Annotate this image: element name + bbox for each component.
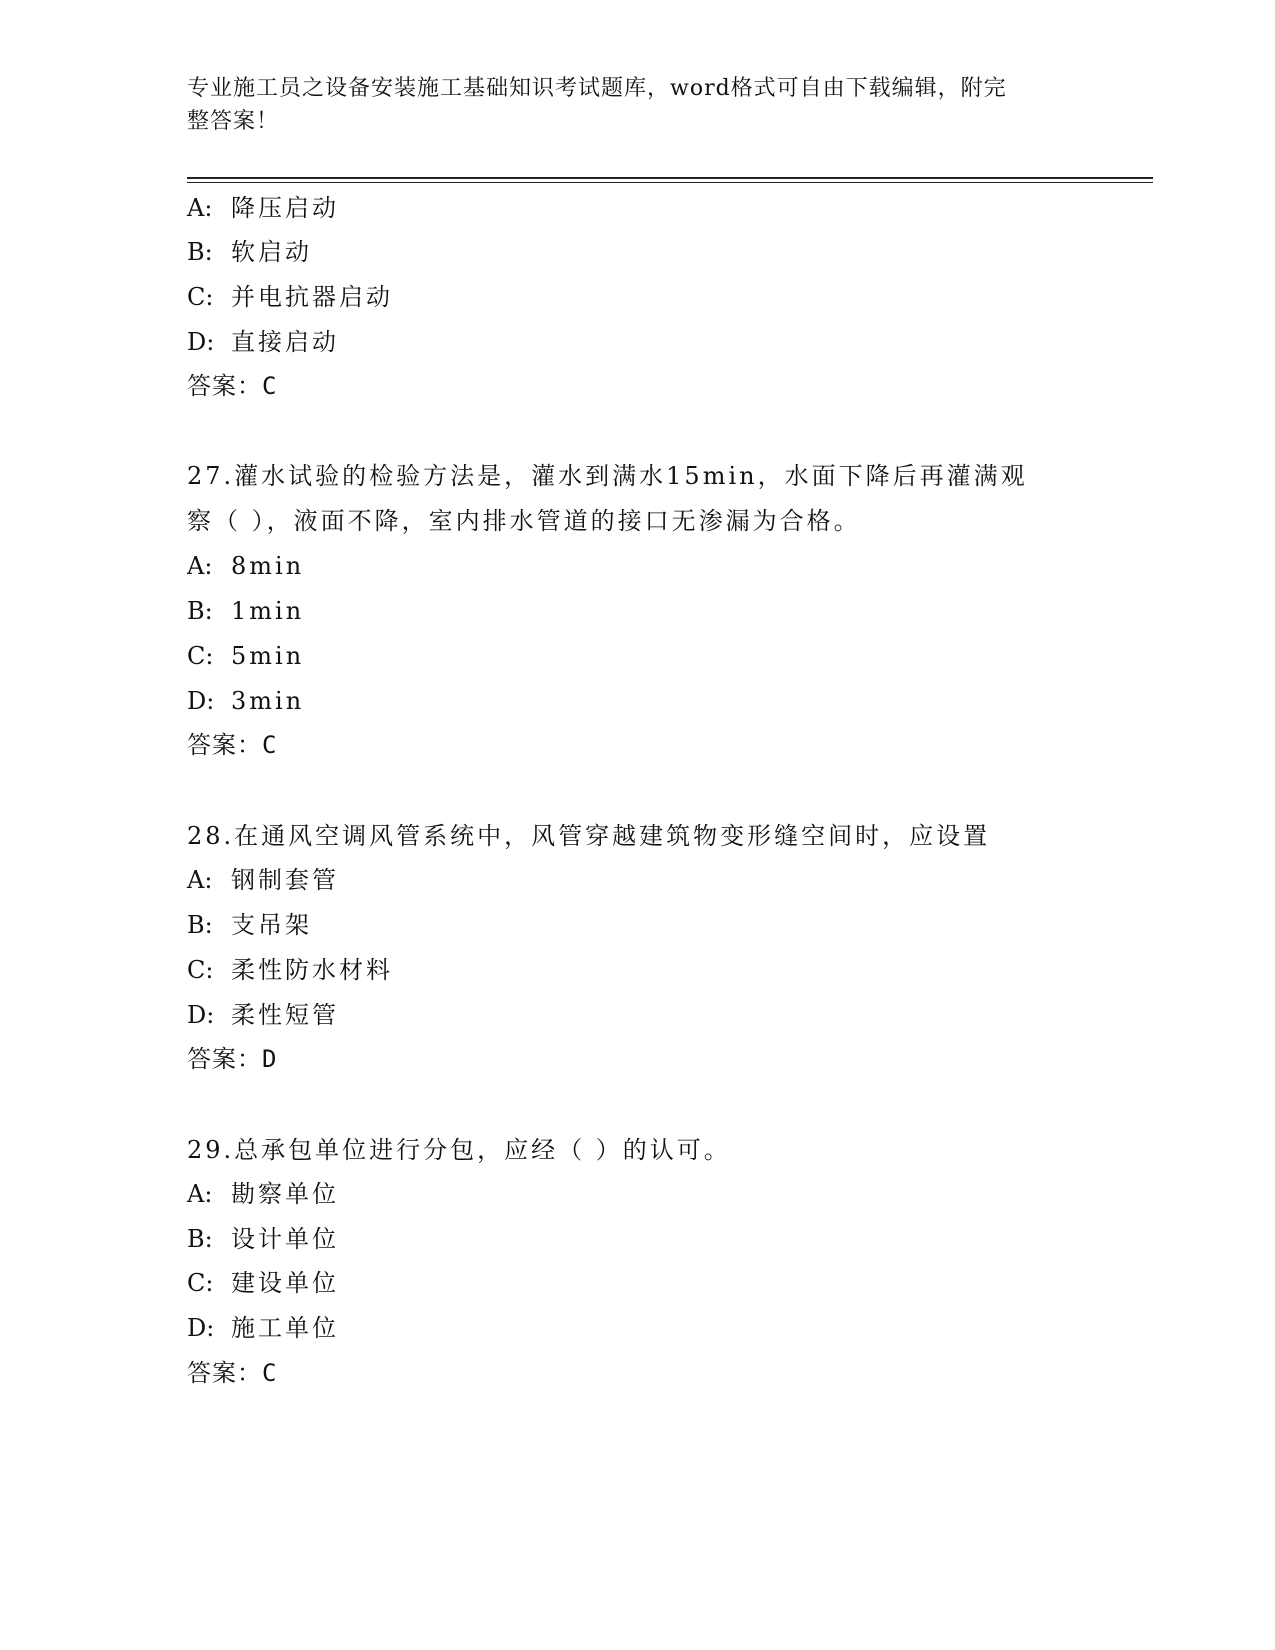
option-text: 8min <box>231 552 305 580</box>
q28-option-c <box>187 954 393 986</box>
option-letter: B: <box>187 597 213 625</box>
q26-option-c <box>187 281 393 313</box>
option-letter: A: <box>187 552 213 580</box>
option-letter: D: <box>187 1314 215 1342</box>
option-text: 3min <box>231 687 305 715</box>
q26-option-d <box>187 326 339 358</box>
option-letter: B: <box>187 238 213 266</box>
q29-option-b <box>187 1223 339 1255</box>
q27-answer <box>187 729 277 761</box>
q29-text-line-1: 29.总承包单位进行分包，应经（ ）的认可。 <box>187 1136 731 1164</box>
answer-label: 答案： <box>187 1359 262 1387</box>
q27-text-line-1: 27.灌水试验的检验方法是，灌水到满水15min，水面下降后再灌满观 <box>187 462 1028 490</box>
q28-text-line-1: 28.在通风空调风管系统中，风管穿越建筑物变形缝空间时，应设置 <box>187 822 991 850</box>
header-line-1: 专业施工员之设备安装施工基础知识考试题库，word格式可自由下载编辑，附完 <box>187 76 1007 101</box>
option-text: 钢制套管 <box>231 866 339 894</box>
answer-label: 答案： <box>187 731 262 759</box>
option-text: 柔性短管 <box>231 1001 339 1029</box>
option-text: 设计单位 <box>231 1225 339 1253</box>
document-header <box>187 72 1067 138</box>
option-text: 软启动 <box>231 238 312 266</box>
option-letter: C: <box>187 642 214 670</box>
option-letter: A: <box>187 866 213 894</box>
option-text: 并电抗器启动 <box>231 283 393 311</box>
option-text: 直接启动 <box>231 328 339 356</box>
option-letter: D: <box>187 1001 215 1029</box>
answer-value: C <box>262 372 278 400</box>
option-letter: A: <box>187 194 213 222</box>
q27-text-line-2: 察（ ），液面不降，室内排水管道的接口无渗漏为合格。 <box>187 507 861 535</box>
q29-option-d <box>187 1312 339 1344</box>
q28-option-a <box>187 864 339 896</box>
answer-label: 答案： <box>187 1045 262 1073</box>
q27-option-c <box>187 640 304 672</box>
q26-option-a <box>187 192 339 224</box>
option-letter: A: <box>187 1180 213 1208</box>
header-line-2: 整答案！ <box>187 109 280 134</box>
q28-option-d <box>187 999 339 1031</box>
answer-value: D <box>262 1045 278 1073</box>
q29-option-a <box>187 1178 339 1210</box>
option-text: 支吊架 <box>231 911 312 939</box>
answer-label: 答案： <box>187 372 262 400</box>
option-text: 建设单位 <box>231 1269 339 1297</box>
option-text: 5min <box>231 642 305 670</box>
option-text: 降压启动 <box>231 194 339 222</box>
answer-value: C <box>262 1359 278 1387</box>
q28-option-b <box>187 909 312 941</box>
q29-option-c <box>187 1267 339 1299</box>
option-letter: C: <box>187 1269 214 1297</box>
answer-value: C <box>262 731 278 759</box>
option-letter: D: <box>187 687 215 715</box>
option-text: 柔性防水材料 <box>231 956 393 984</box>
header-rule-bottom <box>187 182 1153 183</box>
q26-option-b <box>187 236 312 268</box>
option-letter: D: <box>187 328 215 356</box>
option-text: 施工单位 <box>231 1314 339 1342</box>
q27-option-d <box>187 685 304 717</box>
q27-option-a <box>187 550 304 582</box>
option-letter: B: <box>187 911 213 939</box>
q29-answer <box>187 1357 277 1389</box>
option-text: 1min <box>231 597 305 625</box>
q27-option-b <box>187 595 304 627</box>
q28-answer <box>187 1043 277 1075</box>
q26-answer <box>187 370 277 402</box>
option-text: 勘察单位 <box>231 1180 339 1208</box>
header-rule-top <box>187 177 1153 179</box>
option-letter: B: <box>187 1225 213 1253</box>
option-letter: C: <box>187 956 214 984</box>
option-letter: C: <box>187 283 214 311</box>
